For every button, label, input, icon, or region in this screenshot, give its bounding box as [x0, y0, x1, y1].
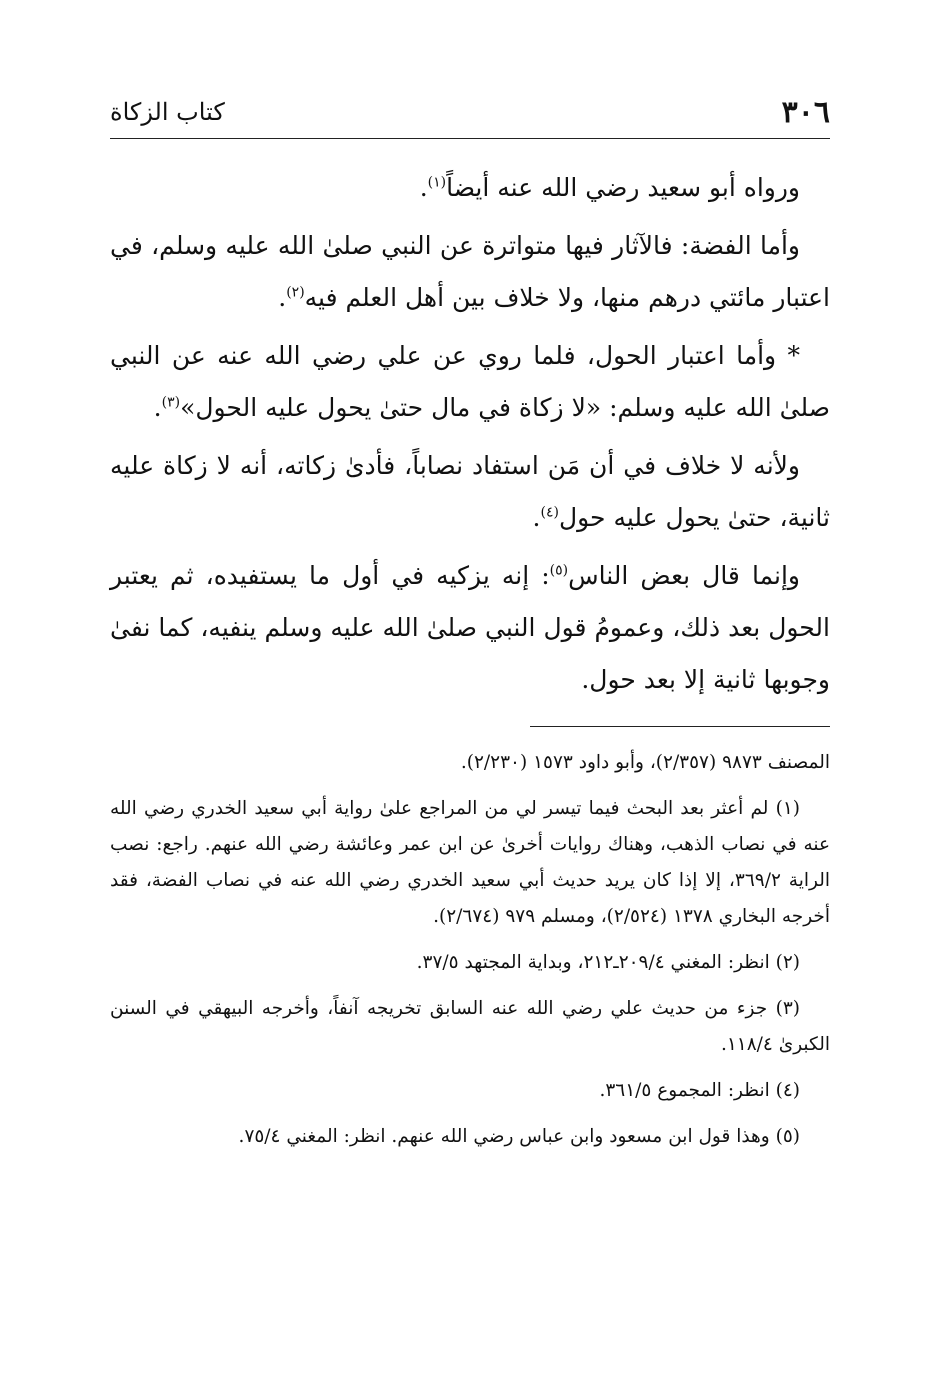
page-number: ٣٠٦ — [781, 94, 830, 130]
footnote-3: (٣) جزء من حديث علي رضي الله عنه السابق تخريجه آنفاً، وأخرجه البيهقي في السنن الكبرىٰ ١١٨/٤. — [110, 998, 830, 1055]
paragraph-5-text-a: وإنما قال بعض الناس — [568, 561, 800, 590]
page-header — [110, 88, 830, 136]
footnote-carryover: المصنف ٩٨٧٣ (٢/٣٥٧)، وأبو داود ١٥٧٣ (٢/٢٣٠). — [460, 752, 830, 773]
paragraph-2-text: وأما الفضة: فالآثار فيها متواترة عن النبي صلىٰ الله عليه وسلم، في اعتبار مائتي درهم منها، ولا خلاف بين أهل العلم فيه — [110, 231, 830, 312]
paragraph-4-text: ولأنه لا خلاف في أن مَن استفاد نصاباً، فأدىٰ زكاته، أنه لا زكاة عليه ثانية، حتىٰ يحول عليه حول — [110, 451, 830, 532]
footnote-2: (٢) انظر: المغني ٢٠٩/٤ـ٢١٢، وبداية المجتهد ٣٧/٥. — [416, 952, 800, 973]
paragraph-1-text: ورواه أبو سعيد رضي الله عنه أيضاً — [446, 173, 800, 202]
footnote-1: (١) لم أعثر بعد البحث فيما تيسر لي من المراجع علىٰ رواية أبي سعيد الخدري رضي الله عنه في نصاب الذهب، وهناك روايات أخرىٰ عن ابن عمر وعائشة رضي الله عنهم. راجع: نصب الراية ٣٦٩/٢، إلا إذا كان يريد حديث أبي سعيد الخدري رضي الله عنه في نصاب الفضة، فقد أخرجه البخاري ١٣٧٨ (٢/٥٢٤)، ومسلم ٩٧٩ (٢/٦٧٤). — [110, 798, 831, 927]
header-divider — [110, 138, 830, 139]
footnote-5: (٥) وهذا قول ابن مسعود وابن عباس رضي الله عنهم. انظر: المغني ٧٥/٤. — [238, 1126, 800, 1147]
footnote-divider — [530, 726, 830, 727]
paragraph-2 — [110, 220, 830, 324]
main-text — [110, 162, 830, 712]
footnote-ref-1: (١) — [427, 174, 447, 191]
footnote-ref-3: (٣) — [161, 394, 181, 411]
footnote-4: (٤) انظر: المجموع ٣٦١/٥. — [599, 1080, 800, 1101]
paragraph-4-end: . — [532, 503, 541, 532]
paragraph-3 — [110, 330, 830, 434]
paragraph-4 — [110, 440, 830, 544]
paragraph-3-end: . — [153, 393, 162, 422]
footnote-ref-2: (٢) — [286, 284, 305, 301]
paragraph-1-end: . — [419, 173, 428, 202]
footnotes — [110, 745, 830, 1165]
footnote-ref-4: (٤) — [540, 504, 559, 521]
paragraph-3-text: * وأما اعتبار الحول، فلما روي عن علي رضي الله عنه عن النبي صلىٰ الله عليه وسلم: «لا زكاة في مال حتىٰ يحول عليه الحول» — [110, 341, 830, 422]
paragraph-5-text-b: : إنه يزكيه في أول ما يستفيده، ثم يعتبر الحول بعد ذلك، وعمومُ قول النبي صلىٰ الله عليه وسلم ينفيه، كما نفىٰ وجوبها ثانية إلا بعد حول. — [110, 561, 830, 694]
paragraph-2-end: . — [278, 283, 287, 312]
paragraph-1 — [110, 162, 830, 214]
running-title: كتاب الزكاة — [110, 98, 225, 126]
footnote-ref-5: (٥) — [549, 562, 569, 579]
paragraph-5 — [110, 550, 830, 706]
